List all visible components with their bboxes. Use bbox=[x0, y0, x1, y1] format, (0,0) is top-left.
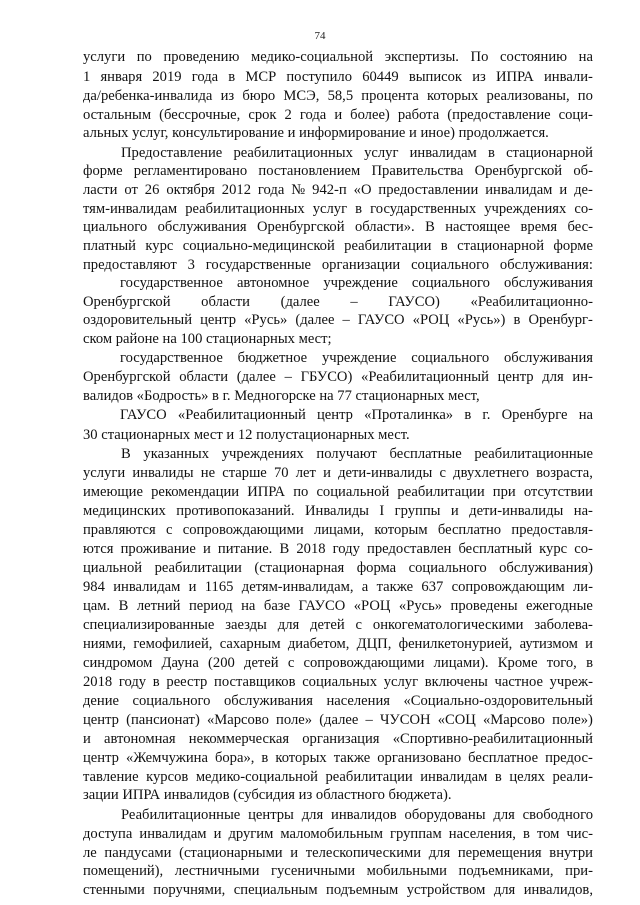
text-line: Реабилитационные центры для инвалидов оборудованы для свободного bbox=[121, 807, 593, 823]
text-line: платный курс социально-медицинской реабилитации в стационарной форме bbox=[83, 238, 593, 254]
text-line: 2018 году в реестр поставщиков социальных услуг включены частное учреж- bbox=[83, 674, 593, 690]
text-line: цам. В летний период на базе ГАУСО «РОЦ «Русь» проведены ежегодные bbox=[83, 598, 593, 614]
text-line: ском районе на 100 стационарных мест; bbox=[83, 331, 332, 347]
text-line: Оренбургской области (далее – ГБУСО) «Реабилитационный центр для ин- bbox=[83, 369, 593, 385]
text-line: синдромом Дауна (200 детей с сопровождающими лицами). Кроме того, в bbox=[83, 655, 593, 671]
text-line: помещений), лестничными гусеничными мобильными подъемниками, при- bbox=[83, 863, 593, 879]
text-line: Оренбургской области (далее – ГАУСО) «Реабилитационно- bbox=[83, 294, 593, 310]
text-line: тавление курсов медико-социальной реабилитации инвалидам в целях реали- bbox=[83, 769, 593, 785]
text-line: остальным (бессрочные, срок 2 года и более) работа (предоставление соци- bbox=[83, 107, 593, 123]
text-line: да/ребенка-инвалида из бюро МСЭ, 58,5 процента которых реализованы, по bbox=[83, 88, 593, 104]
text-line: стенными поручнями, специальным подъемным устройством для инвалидов, bbox=[83, 882, 593, 898]
text-line: ГАУСО «Реабилитационный центр «Проталинка» в г. Оренбурге на bbox=[120, 407, 593, 423]
text-line: циального обслуживания Оренбургской области». В настоящее время бес- bbox=[83, 219, 593, 235]
text-line: циальной реабилитации (стационарная форма социального обслуживания) bbox=[83, 560, 593, 576]
text-line: медицинских противопоказаний. Инвалиды I группы и дети-инвалиды на- bbox=[83, 503, 593, 519]
text-line: зации ИПРА инвалидов (субсидия из областного бюджета). bbox=[83, 787, 452, 803]
text-line: В указанных учреждениях получают бесплатные реабилитационные bbox=[121, 446, 593, 462]
page-number: 74 bbox=[314, 30, 326, 42]
text-line: оздоровительный центр «Русь» (далее – ГАУСО «РОЦ «Русь») в Оренбург- bbox=[83, 312, 593, 328]
text-line: 984 инвалидам и 1165 детям-инвалидам, а также 637 сопровождающим ли- bbox=[83, 579, 593, 595]
text-line: предоставляют 3 государственные организации социального обслуживания: bbox=[83, 257, 593, 273]
text-line: ле пандусами (стационарными и телескопическими для перемещения внутри bbox=[83, 845, 593, 861]
text-line: форме регламентировано постановлением Правительства Оренбургской об- bbox=[83, 163, 593, 179]
text-line: ласти от 26 октября 2012 года № 942-п «О предоставлении инвалидам и де- bbox=[83, 182, 593, 198]
text-line: 1 января 2019 года в МСР поступило 60449 выписок из ИПРА инвали- bbox=[83, 69, 593, 85]
text-line: имеющие рекомендации ИПРА по социальной реабилитации при отсутствии bbox=[83, 484, 593, 500]
text-line: альных услуг, консультирование и информирование и иное) продолжается. bbox=[83, 125, 549, 141]
text-line: центр «Жемчужина бора», в которых также организовано бесплатное предос- bbox=[83, 750, 593, 766]
text-line: 30 стационарных мест и 12 полустационарных мест. bbox=[83, 427, 410, 443]
text-line: дение социального обслуживания населения «Социально-оздоровительный bbox=[83, 693, 593, 709]
text-line: специализированные заезды для детей с онкогематологическими заболева- bbox=[83, 617, 593, 633]
text-line: услуги инвалиды не старше 70 лет и дети-инвалиды с двухлетнего возраста, bbox=[83, 465, 593, 481]
text-line: центр (пансионат) «Марсово поле» (далее – ЧУСОН «СОЦ «Марсово поле») bbox=[83, 712, 593, 728]
text-line: ются проживание и питание. В 2018 году предоставлен бесплатный курс со- bbox=[83, 541, 593, 557]
text-line: и автономная некоммерческая организация «Спортивно-реабилитационный bbox=[83, 731, 593, 747]
text-line: услуги по проведению медико-социальной экспертизы. По состоянию на bbox=[83, 49, 593, 65]
text-line: правляются с сопровождающими лицами, которым бесплатно предоставля- bbox=[83, 522, 593, 538]
text-line: доступа инвалидам и другим маломобильным группам населения, в том чис- bbox=[83, 826, 593, 842]
text-line: валидов «Бодрость» в г. Медногорске на 77 стационарных мест, bbox=[83, 388, 480, 404]
text-line: Предоставление реабилитационных услуг инвалидам в стационарной bbox=[121, 145, 593, 161]
text-line: ниями, гемофилией, сахарным диабетом, ДЦП, фенилкетонурией, аутизмом и bbox=[83, 636, 593, 652]
text-line: государственное бюджетное учреждение социального обслуживания bbox=[120, 350, 593, 366]
text-line: тям-инвалидам реабилитационных услуг в государственных учреждениях со- bbox=[83, 201, 593, 217]
text-line: государственное автономное учреждение социального обслуживания bbox=[120, 275, 593, 291]
